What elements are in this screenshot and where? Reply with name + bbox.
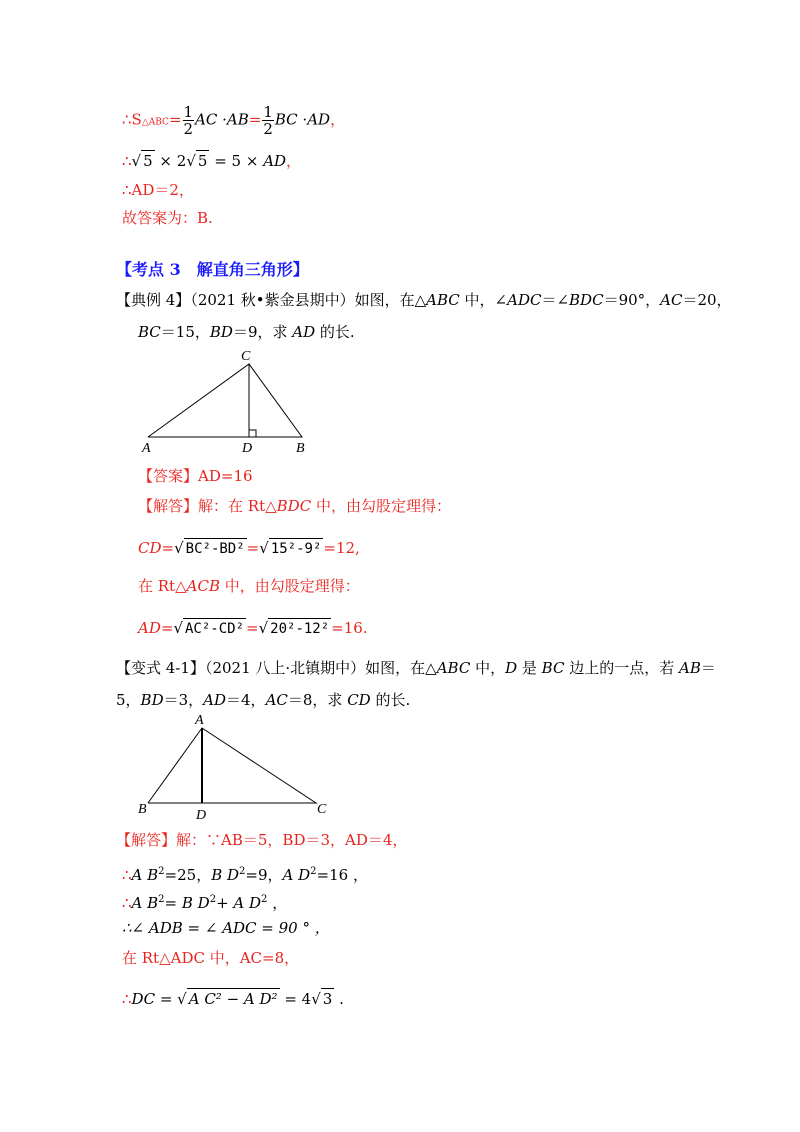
value: =16 ，	[316, 866, 368, 884]
triangle-outline	[148, 364, 302, 437]
comma-2: ，	[286, 152, 302, 170]
solution41-line4: ∴∠ ADB = ∠ ADC = 90 ° ，	[122, 919, 330, 937]
sqrt-20-12: √ 20²-12²	[258, 619, 330, 637]
radicand: 5	[143, 152, 153, 170]
solution41-line5: 在 Rt△ADC 中，AC=8，	[122, 949, 300, 967]
triangle-outline	[148, 728, 316, 803]
half-fraction	[183, 104, 195, 137]
variant-tag: 【变式 4-1】	[116, 659, 205, 677]
text: ＝15，	[160, 323, 210, 341]
therefore-symbol: ∴	[122, 866, 132, 884]
ad-equation	[138, 618, 368, 639]
exponent-2: 2	[209, 894, 217, 905]
triangle-figure-1	[138, 348, 338, 458]
solution41-line3	[122, 890, 287, 913]
dc: DC	[131, 990, 156, 1008]
equals-sign-2: =	[248, 110, 262, 129]
ab: A B	[131, 894, 159, 912]
text: 是	[517, 659, 542, 677]
triangle-abc: ABC	[436, 659, 471, 677]
angle-bdc: BDC	[569, 291, 604, 309]
ad-result-line: ∴AD＝2，	[122, 181, 194, 199]
equals: =	[160, 619, 174, 637]
label-d: D	[242, 441, 253, 456]
segment-ac: AC	[265, 691, 288, 709]
answer-value: AD=16	[198, 467, 253, 485]
text: ＝8，求	[287, 691, 348, 709]
sqrt-equation-line	[122, 150, 301, 171]
text: 5，	[116, 691, 141, 709]
text: 中，∠	[459, 291, 508, 309]
radicand: 20²-12²	[268, 618, 331, 639]
exponent-2: 2	[158, 866, 165, 877]
exponent-2: 2	[310, 866, 317, 877]
radicand: BC²-BD²	[184, 538, 247, 559]
segment-bc: BC	[541, 659, 565, 677]
equals: =	[246, 539, 260, 557]
label-d: D	[196, 808, 207, 822]
ab: A B	[131, 866, 159, 884]
therefore-symbol: ∴	[122, 990, 132, 1008]
times-two: × 2	[154, 152, 187, 170]
text: ＝90°，	[603, 291, 661, 309]
label-a: A	[142, 441, 151, 456]
result: = 4	[279, 990, 312, 1008]
rt-acb-line	[138, 576, 360, 596]
radicand: 15²-9²	[269, 538, 324, 559]
text: 中，由勾股定理得：	[219, 577, 360, 595]
denominator: 2	[183, 120, 194, 138]
text: 的长.	[315, 323, 355, 341]
numerator-2: 1	[263, 103, 273, 121]
solution41-line6	[122, 988, 344, 1009]
triangle-figure-2	[136, 712, 336, 822]
sqrt-5: √ 5	[131, 152, 153, 170]
bd: B D	[211, 866, 240, 884]
radicand: AC²-CD²	[183, 618, 246, 639]
cd-equation	[138, 538, 360, 559]
label-b: B	[138, 802, 147, 817]
segment-ad: AD	[292, 323, 316, 341]
text: （2021 八上·北镇期中）如图，在△	[204, 659, 437, 677]
sqrt-5-b: √ 5	[186, 152, 208, 170]
result: =12,	[323, 539, 360, 557]
radicand: 3	[322, 990, 333, 1008]
ad: + A D	[216, 894, 262, 912]
therefore-symbol: ∴	[122, 894, 132, 912]
segment-ab: AB	[679, 659, 701, 677]
triangle-acb: ACB	[186, 577, 220, 595]
solution-tag: 【解答】	[138, 497, 199, 515]
solution-tag: 【解答】	[116, 831, 177, 849]
bd: = B D	[164, 894, 210, 912]
result: =16.	[331, 619, 368, 637]
label-b: B	[296, 441, 305, 456]
text: ＝9，求	[232, 323, 293, 341]
segment-cd: CD	[347, 691, 371, 709]
exponent-2: 2	[261, 894, 268, 905]
radicand-b: 5	[197, 152, 208, 170]
therefore-symbol-2: ∴	[122, 152, 132, 170]
text: ＝∠	[541, 291, 570, 309]
solution-4-intro	[138, 496, 451, 516]
comma: ，	[330, 110, 346, 129]
area-subscript: △ABC	[141, 117, 169, 128]
area-formula-line	[122, 104, 345, 137]
text: ＝3，	[163, 691, 204, 709]
text: 中，由勾股定理得：	[311, 497, 451, 515]
period: .	[334, 990, 344, 1008]
angle-adc: ADC	[507, 291, 542, 309]
text: 边上的一点，若	[564, 659, 679, 677]
label-c: C	[317, 802, 327, 817]
variant41-line2	[116, 690, 410, 710]
sqrt-bc-bd: √ BC²-BD²	[174, 539, 245, 557]
comma: ，	[267, 894, 288, 912]
example4-line1	[116, 290, 732, 310]
area-symbol: S	[131, 110, 142, 129]
cd-label: CD	[138, 539, 162, 557]
text: 解：∵AB＝5，BD＝3，AD＝4，	[176, 831, 408, 849]
ad: A D	[282, 866, 311, 884]
right-angle-mark	[249, 430, 256, 437]
sqrt-ac-ad: √ A C² − A D²	[177, 990, 278, 1008]
half-fraction-2	[262, 104, 274, 137]
sqrt-ac-cd: √ AC²-CD²	[173, 619, 245, 637]
text: （2021 秋•紫金县期中）如图，在△	[190, 291, 427, 309]
answer-tag: 【答案】	[138, 467, 199, 485]
therefore-symbol: ∴	[122, 110, 132, 129]
equals-five-times: = 5 ×	[209, 152, 264, 170]
text: 解：在 Rt△	[198, 497, 277, 515]
solution41-line1	[116, 830, 407, 850]
triangle-bdc: BDC	[276, 497, 312, 515]
label-c: C	[241, 349, 251, 364]
text: ＝4，	[226, 691, 266, 709]
segment-bc: BC	[138, 323, 161, 341]
segment-bd: BD	[209, 323, 233, 341]
segment-ad: AD	[203, 691, 227, 709]
ad-label: AD	[138, 619, 161, 637]
text: 的长.	[370, 691, 411, 709]
value: =25，	[164, 866, 212, 884]
text: ＝20，	[682, 291, 732, 309]
equals-sign: =	[168, 110, 182, 129]
triangle-abc: ABC	[426, 291, 460, 309]
sqrt-3: √ 3	[311, 990, 333, 1008]
point-d: D	[505, 659, 518, 677]
radicand: A C² − A D²	[188, 990, 278, 1008]
answer-4	[138, 466, 253, 486]
denominator-2: 2	[263, 120, 273, 138]
exponent-2: 2	[158, 894, 165, 905]
answer-line: 故答案为：B.	[122, 209, 213, 227]
section-heading: 【考点 3 解直角三角形】	[116, 260, 309, 279]
equals: =	[155, 990, 178, 1008]
exponent-2: 2	[239, 866, 246, 877]
text: 中，	[470, 659, 506, 677]
variant41-line1	[116, 658, 716, 678]
solution41-line2	[122, 862, 368, 885]
example-tag: 【典例 4】	[116, 291, 191, 309]
equals: =	[246, 619, 259, 637]
segment-ac: AC	[660, 291, 683, 309]
example4-line2	[138, 322, 355, 342]
sqrt-15-9: √ 15²-9²	[259, 539, 322, 557]
ac-ab-product: AC ·AB	[195, 110, 249, 129]
ad-symbol: AD	[263, 152, 287, 170]
numerator: 1	[183, 103, 194, 121]
text: ＝	[700, 659, 716, 677]
label-a: A	[195, 713, 204, 728]
text: 在 Rt△	[138, 577, 187, 595]
value: =9，	[245, 866, 283, 884]
bc-ad-product: BC ·AD	[274, 110, 331, 129]
equals: =	[161, 539, 175, 557]
segment-bd: BD	[140, 691, 164, 709]
